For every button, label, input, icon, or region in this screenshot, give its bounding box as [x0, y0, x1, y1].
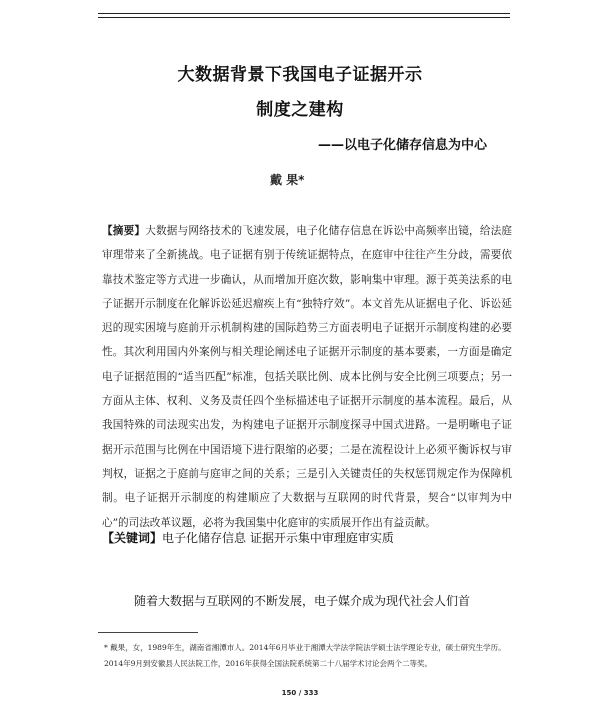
paper-title-line2: 制度之建构: [256, 100, 344, 120]
keywords-label: 【关键词】: [102, 531, 163, 545]
footnote-rule: [98, 632, 198, 633]
abstract-label: 【摘要】: [102, 225, 146, 237]
keywords-text: 电子化储存信息 证据开示集中审理庭审实质: [162, 531, 394, 545]
paper-subtitle: ——以电子化储存信息为中心: [318, 138, 488, 153]
body-first-line: 随着大数据与互联网的不断发展，电子媒介成为现代社会人们首: [134, 594, 471, 608]
abstract-text: 大数据与网络技术的飞速发展，电子化储存信息在诉讼中高频率出镜，给法庭审理带来了全新挑战。电子证据有别于传统证据特点，在庭审中往往产生分歧，需要依靠技术鉴定等方式进一步确认，从而增加开庭次数，影响集中审理。源于英美法系的电子证据开示制度在化解诉讼延迟瘤疾上有“独特疗效”。本文首先从证据电子化、诉讼延迟的现实困境与庭前开示机制构建的国际趋势三方面表明电子证据开示制度构建的必要性。其次利用国内外案例与相关理论阐述电子证据开示制度的基本要素，一方面是确定电子证据范围的“适当匹配”标准，包括关联比例、成本比例与安全比例三项要点；另一方面从主体、权利、义务及责任四个坐标描述电子证据开示制度的基本流程。最后，从我国特殊的司法现实出发，为构建电子证据开示制度探寻中国式进路。一是明晰电子证据开示范围与比例在中国语境下进行限缩的必要；二是在流程设计上必须平衡诉权与审判权，证据之于庭前与庭审之间的关系；三是引入关键责任的失权惩罚规定作为保障机制。电子证据开示制度的构建顺应了大数据与互联网的时代背景，契合“以审判为中心”的司法改革议题，必将为我国集中化庭审的实质展开作出有益贡献。: [102, 225, 513, 529]
footnote: * 戴果，女，1989年生，湖南省湘潭市人。2014年6月毕业于湘潭大学法学院法学硕士法学理论专业，硕士研究生学历。2014年9月到安徽县人民法院工作，2016年获得全国法院系统第二十八届学术讨论会两个二等奖。: [104, 643, 506, 668]
page-number: 150 / 333: [281, 689, 319, 697]
header-rule-bottom: [98, 17, 510, 18]
abstract: [102, 219, 512, 535]
keywords: [102, 529, 522, 546]
header-rule-top: [98, 13, 510, 14]
paper-title-line1: 大数据背景下我国电子证据开示: [177, 65, 423, 85]
author-name: 戴 果*: [270, 173, 305, 187]
